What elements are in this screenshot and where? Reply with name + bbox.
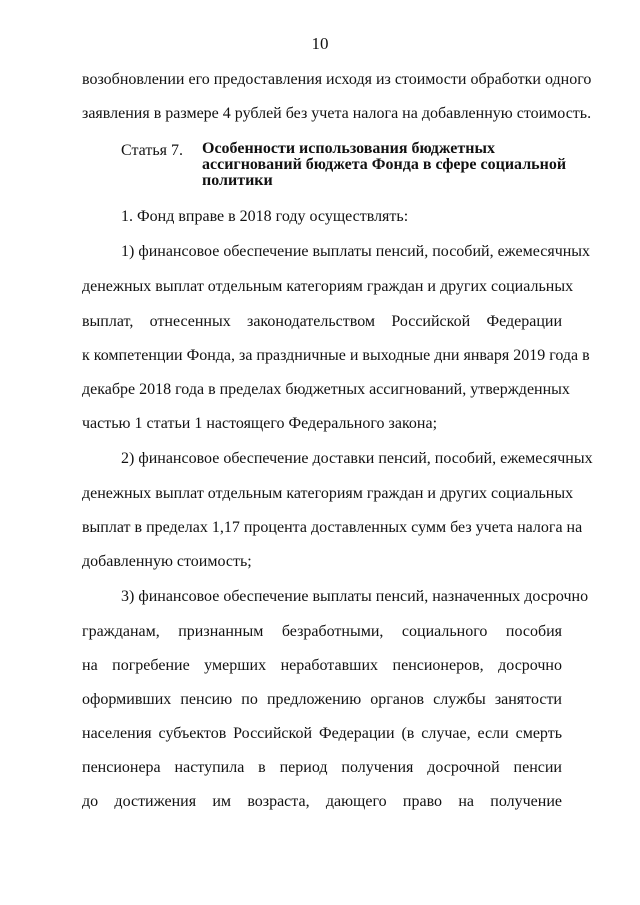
paragraph-line: 2) финансовое обеспечение доставки пенсий, пособий, ежемесячных	[121, 450, 593, 467]
paragraph-line: к компетенции Фонда, за праздничные и выходные дни января 2019 года в	[82, 347, 590, 364]
article-title-line: политики	[202, 172, 273, 189]
article-title-line: ассигнований бюджета Фонда в сфере социальной	[202, 156, 567, 173]
paragraph-line: на погребение умерших неработавших пенсионеров, досрочно	[82, 657, 562, 674]
paragraph-line: добавленную стоимость;	[82, 553, 252, 570]
paragraph-line: декабре 2018 года в пределах бюджетных ассигнований, утвержденных	[82, 381, 570, 398]
paragraph-line: денежных выплат отдельным категориям граждан и других социальных	[82, 278, 574, 295]
paragraph-line: 1) финансовое обеспечение выплаты пенсий, пособий, ежемесячных	[121, 243, 591, 260]
paragraph-line: 3) финансовое обеспечение выплаты пенсий, назначенных досрочно	[121, 588, 589, 605]
paragraph-line: населения субъектов Российской Федерации (в случае, если смерть	[82, 725, 562, 742]
paragraph-intro: 1. Фонд вправе в 2018 году осуществлять:	[121, 208, 409, 225]
paragraph-line: денежных выплат отдельным категориям граждан и других социальных	[82, 485, 574, 502]
text-line: возобновлении его предоставления исходя из стоимости обработки одного	[82, 71, 592, 88]
paragraph-line: гражданам, признанным безработными, социального пособия	[82, 623, 562, 640]
article-title-line: Особенности использования бюджетных	[202, 140, 495, 157]
article-label: Статья 7.	[121, 142, 183, 159]
paragraph-line: выплат в пределах 1,17 процента доставленных сумм без учета налога на	[82, 519, 583, 536]
text-line: заявления в размере 4 рублей без учета налога на добавленную стоимость.	[82, 105, 592, 122]
paragraph-line: частью 1 статьи 1 настоящего Федерального закона;	[82, 415, 438, 432]
paragraph-line: до достижения им возраста, дающего право на получение	[82, 793, 562, 810]
paragraph-line: пенсионера наступила в период получения досрочной пенсии	[82, 759, 562, 776]
article-title	[202, 141, 572, 189]
page-number: 10	[311, 34, 329, 53]
paragraph-line: оформивших пенсию по предложению органов службы занятости	[82, 691, 562, 708]
paragraph-line: выплат, отнесенных законодательством Российской Федерации	[82, 313, 562, 330]
